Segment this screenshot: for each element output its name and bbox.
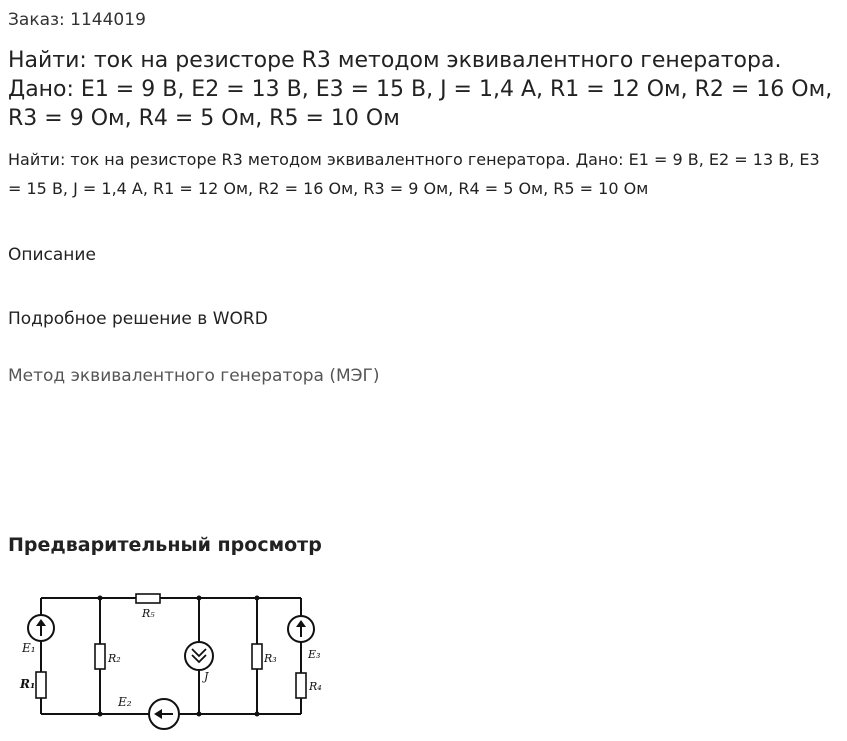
label-r2: R₂ [108, 652, 121, 665]
description-section-label: Описание [8, 245, 96, 265]
source-e2 [149, 699, 179, 729]
preview-heading: Предварительный просмотр [8, 534, 322, 556]
resistor-r3 [252, 644, 262, 669]
label-r5: R₅ [142, 607, 155, 620]
description-text: Найти: ток на резисторе R3 методом эквивалентного генератора. Дано: E1 = 9 В, E2 = 13 В, E3 = 15 В, J = 1,4 А, R1 = 12 Ом, R2 = 16 Ом, R3 = 9 Ом, R4 = 5 Ом, R5 = 10 Ом [8, 150, 820, 198]
label-r1: R₁ [20, 677, 36, 691]
junction-dot [255, 712, 260, 717]
label-e2: E₂ [118, 695, 132, 709]
junction-dot [98, 712, 103, 717]
current-source-j [185, 642, 213, 670]
junction-dot [255, 596, 260, 601]
resistor-r4 [296, 673, 306, 698]
solution-note: Подробное решение в WORD [8, 309, 268, 329]
page-title: Найти: ток на резисторе R3 методом эквивалентного генератора. Дано: E1 = 9 В, E2 = 13 В, E3 = 15 В, J = 1,4 А, R1 = 12 Ом, R2 = 16 Ом, R3 = 9 Ом, R4 = 5 Ом, R5 = 10 Ом [8, 48, 833, 131]
junction-dot [197, 712, 202, 717]
label-j: J [204, 670, 209, 683]
junction-dot [197, 596, 202, 601]
resistor-r5 [136, 594, 160, 603]
label-e3: E₃ [308, 648, 321, 661]
label-r4: R₄ [309, 680, 322, 693]
junction-dot [98, 596, 103, 601]
circuit-preview-image [14, 586, 334, 731]
source-e3 [288, 616, 314, 642]
source-e1 [28, 615, 54, 641]
resistor-r2 [95, 644, 105, 669]
label-e1: E₁ [22, 641, 36, 655]
order-number: Заказ: 1144019 [8, 10, 146, 30]
method-link[interactable]: Метод эквивалентного генератора (МЭГ) [8, 366, 380, 386]
resistor-r1 [36, 672, 46, 698]
label-r3: R₃ [264, 652, 277, 665]
circuit-diagram [14, 586, 334, 731]
